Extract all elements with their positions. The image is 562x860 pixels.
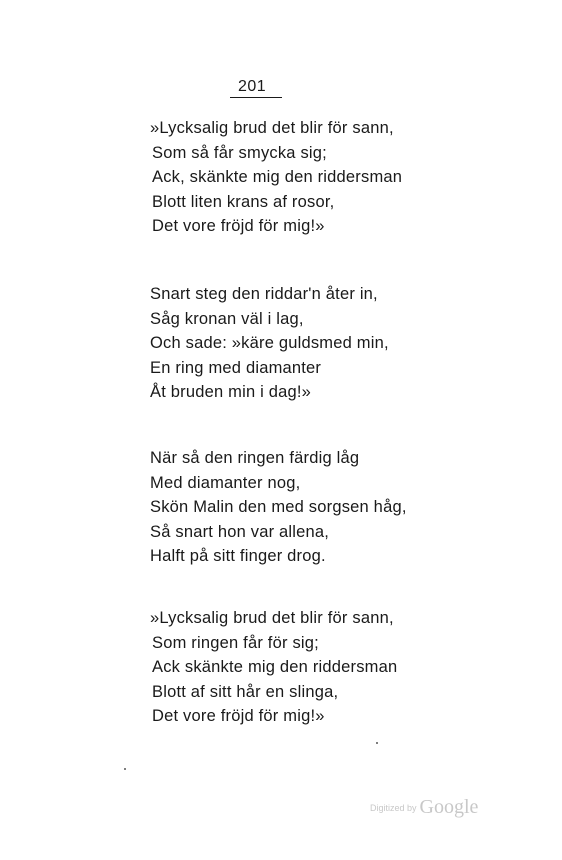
page-number: 201 — [238, 78, 267, 95]
verse-line: »Lycksalig brud det blir för sann, — [150, 609, 394, 627]
verse-line: Halft på sitt finger drog. — [150, 547, 326, 565]
verse-line: Blott liten krans af rosor, — [152, 192, 335, 211]
verse-line: När så den ringen färdig låg — [150, 449, 360, 467]
page-number-rule — [230, 97, 282, 98]
google-logo-text: Google — [419, 796, 479, 818]
verse-line: Så snart hon var allena, — [150, 522, 330, 541]
verse-line: Och sade: »käre guldsmed min, — [150, 334, 389, 352]
verse-line: Med diamanter nog, — [150, 473, 301, 492]
verse-line: En ring med diamanter — [150, 358, 322, 377]
verse-line: Det vore fröjd för mig!» — [152, 217, 325, 235]
stanza-4 — [150, 606, 397, 729]
scan-speck — [376, 742, 378, 744]
verse-line: Blott af sitt hår en slinga, — [152, 682, 339, 701]
stanza-2 — [150, 282, 389, 405]
verse-line: Det vore fröjd för mig!» — [152, 707, 325, 725]
verse-line: Skön Malin den med sorgsen håg, — [150, 498, 407, 516]
stanza-3 — [150, 446, 407, 569]
scan-speck — [124, 768, 126, 770]
verse-line: Snart steg den riddar'n åter in, — [150, 285, 378, 303]
digitized-by-google-watermark — [370, 796, 478, 819]
verse-line: Såg kronan väl i lag, — [150, 309, 304, 328]
verse-line: Åt bruden min i dag!» — [150, 383, 312, 401]
verse-line: Ack, skänkte mig den riddersman — [152, 168, 403, 186]
watermark-prefix: Digitized by — [370, 802, 417, 813]
stanza-1 — [150, 116, 402, 239]
verse-line: Ack skänkte mig den riddersman — [152, 658, 398, 676]
verse-line: Som så får smycka sig; — [152, 143, 327, 162]
verse-line: »Lycksalig brud det blir för sann, — [150, 119, 394, 137]
verse-line: Som ringen får för sig; — [152, 633, 319, 652]
